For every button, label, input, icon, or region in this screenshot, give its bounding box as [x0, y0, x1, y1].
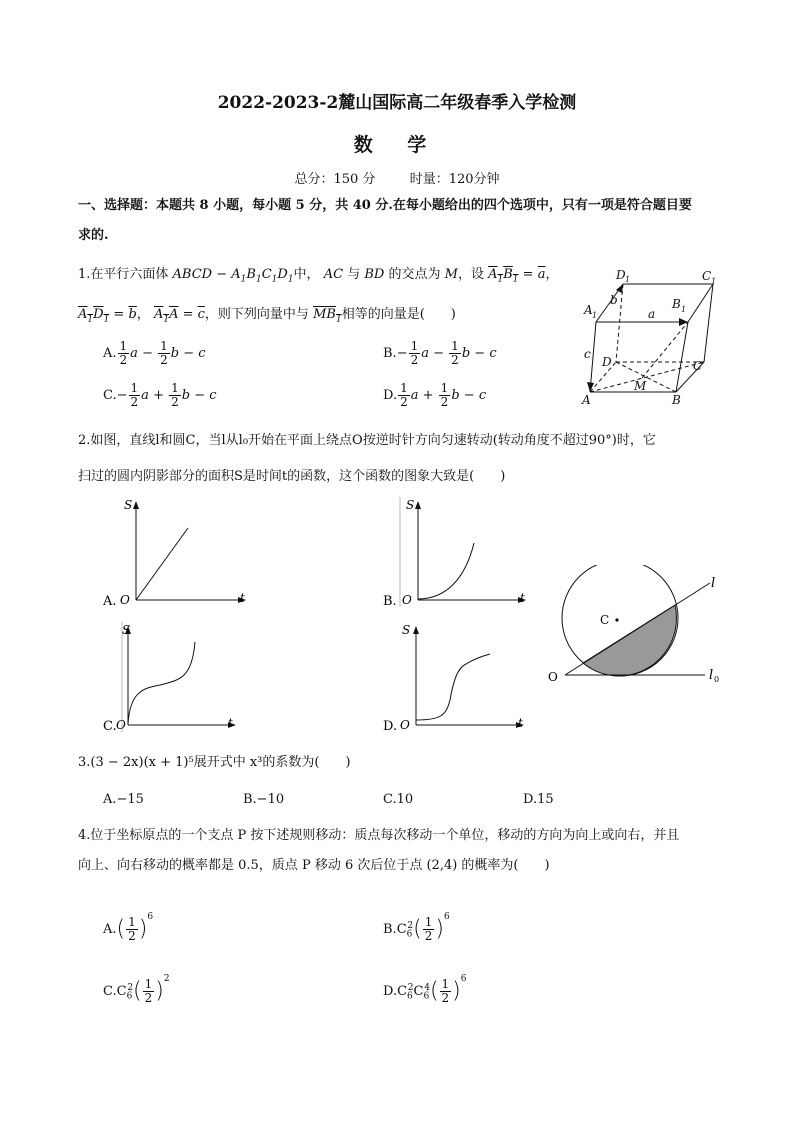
svg-text:1: 1 — [681, 305, 687, 314]
label-b: b — [610, 293, 618, 307]
svg-text:S: S — [402, 623, 411, 637]
q3-option-b[interactable]: B.−10 — [243, 792, 285, 807]
svg-text:C: C — [600, 613, 610, 627]
q3-option-a[interactable]: A.−15 — [103, 792, 144, 807]
svg-text:O: O — [548, 670, 558, 684]
svg-text:1: 1 — [711, 277, 717, 286]
q1-option-a[interactable]: A. $\frac{1}{2}$ a − $\frac{1}{2}$ b − c — [103, 339, 206, 367]
label-c: c — [584, 347, 591, 361]
q2-line2: 扫过的圆内阴影部分的面积S是时间t的函数，这个函数的图象大致是( ) — [78, 469, 506, 484]
subject-title: 数 学 — [353, 134, 441, 156]
svg-text:S: S — [122, 623, 131, 637]
svg-text:0: 0 — [714, 675, 720, 684]
svg-text:t: t — [518, 716, 523, 730]
q2-graph-a[interactable] — [100, 495, 260, 610]
label-C1: C — [702, 269, 712, 283]
svg-text:t: t — [240, 591, 245, 605]
svg-text:t: t — [228, 716, 233, 730]
total-score: 总分：150 分 — [294, 172, 376, 187]
svg-text:l: l — [709, 668, 714, 683]
q4-option-d[interactable]: $D.C_6^2C_6^4$( $\frac{1}{2}$ )$^6$ — [383, 974, 467, 1005]
svg-text:S: S — [406, 498, 415, 512]
svg-text:D.: D. — [383, 719, 398, 734]
label-a: a — [648, 307, 656, 321]
exam-title: 2022-2023-2麓山国际高二年级春季入学检测 — [217, 93, 577, 113]
svg-text:O: O — [116, 718, 126, 732]
q1-line2: $A_1D_1 = \overline{b}$， $A_1A = \overline{c}$，则下列向量中与 $MB_1$相等的向量是( ) — [78, 307, 456, 325]
q4-option-a[interactable]: A.( $\frac{1}{2}$ )$^6$ — [103, 912, 154, 943]
q4-line2: 向上、向右移动的概率都是 0.5，质点 P 移动 6 次后位于点 (2,4) 的概率为( ) — [78, 858, 550, 873]
q2-graph-c[interactable] — [100, 620, 260, 735]
q1-option-b[interactable]: B.− $\frac{1}{2}$ a − $\frac{1}{2}$ b − c — [383, 339, 497, 367]
q1-option-d[interactable]: D. $\frac{1}{2}$ a + $\frac{1}{2}$ b − c — [383, 381, 487, 409]
svg-text:t: t — [520, 591, 525, 605]
label-D1: D — [616, 268, 626, 282]
svg-text:1: 1 — [592, 311, 598, 320]
svg-text:l: l — [711, 576, 716, 591]
svg-text:S: S — [124, 498, 133, 512]
svg-text:O: O — [120, 593, 130, 607]
q2-line1: 2.如图，直线l和圆C，当l从l₀开始在平面上绕点O按逆时针方向匀速转动(转动角度不超过90°)时，它 — [78, 433, 656, 448]
exam-meta — [0, 168, 794, 187]
label-A1: A — [584, 303, 593, 317]
svg-text:O: O — [400, 718, 410, 732]
svg-text:A.: A. — [103, 594, 117, 609]
label-B: B — [672, 393, 681, 407]
q2-circle-figure — [545, 565, 735, 690]
section-heading-cont: 求的. — [78, 228, 109, 243]
svg-text:C.: C. — [103, 719, 117, 734]
svg-text:B.: B. — [383, 594, 397, 609]
q3-text: 3.(3 − 2x)(x + 1)⁵展开式中 x³的系数为( ) — [78, 755, 351, 770]
label-D: D — [602, 355, 612, 369]
parallelepiped-figure — [580, 262, 730, 410]
q4-option-c[interactable]: $C.C_6^2$( $\frac{1}{2}$ )$^2$ — [103, 974, 170, 1005]
q2-graph-b[interactable] — [380, 495, 540, 610]
section-heading: 一、选择题：本题共 8 小题，每小题 5 分，共 40 分.在每小题给出的四个选项中，只有一项是符合题目要 — [78, 198, 692, 213]
q4-line1: 4.位于坐标原点的一个支点 P 按下述规则移动：质点每次移动一个单位，移动的方向为向上或向右，并且 — [78, 828, 680, 843]
svg-text:O: O — [402, 593, 412, 607]
label-C: C — [693, 359, 703, 373]
svg-text:1: 1 — [625, 275, 631, 284]
q3-option-d[interactable]: D.15 — [523, 792, 554, 807]
q1-option-c[interactable]: C.− $\frac{1}{2}$ a + $\frac{1}{2}$ b − c — [103, 381, 217, 409]
q3-option-c[interactable]: C.10 — [383, 792, 414, 807]
label-M: M — [634, 379, 647, 393]
label-A: A — [582, 393, 591, 407]
q1-line1: 1.在平行六面体 ABCD − $A_1B_1C_1D_1$中， AC 与 BD 的交点为 M，设 $A_1B_1 = \overline{a}$， — [78, 267, 559, 285]
label-B1: B — [672, 297, 681, 311]
q4-option-b[interactable]: $B.C_6^2$( $\frac{1}{2}$ )$^6$ — [383, 912, 450, 943]
q2-graph-d[interactable] — [380, 620, 540, 735]
time-limit: 时量：120分钟 — [409, 172, 500, 187]
